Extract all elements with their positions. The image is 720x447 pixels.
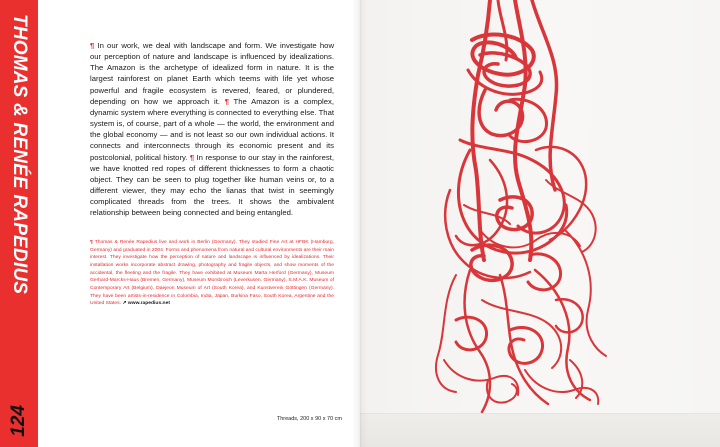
rope-knot bbox=[479, 90, 522, 136]
rope-strand bbox=[536, 147, 586, 240]
red-rope-sculpture-photo bbox=[360, 0, 720, 447]
rope-knot bbox=[509, 327, 543, 363]
rope-knot bbox=[528, 254, 561, 290]
artist-bio bbox=[90, 239, 334, 308]
rope-strand bbox=[436, 275, 456, 392]
article-paragraph-3: In response to our stay in the rainforest, we have knotted red ropes of different thicknesses to form a chaotic object. They can be seen to plug together like human veins or, to a different viewer, they may echo the lianas that twist in seemingly complicated threads from the trees. It shows the ambivalent relationship between being connected and being entangled. bbox=[90, 152, 334, 218]
page-number: 124 bbox=[8, 405, 29, 437]
red-title-band bbox=[0, 0, 38, 447]
rope-strand bbox=[444, 360, 518, 395]
pilcrow-icon: ¶ bbox=[90, 240, 93, 245]
image-caption: Threads, 200 x 90 x 70 cm bbox=[276, 416, 342, 422]
rope-knot bbox=[471, 245, 512, 280]
article-body bbox=[90, 40, 334, 219]
book-gutter-shadow bbox=[352, 0, 368, 447]
artist-bio-text: Thomas & Renée Rapedius live and work in Berlin (Germany). They studied Fine Art at HFBK (Hamburg, Germany) and graduated in 2004. Forms and phenomena from natural and cultural environments are their main interest. They investigate how the perception of nature and landscape is influenced by idealizations. Their installation works incorporate abstract drawing, photography and fragile objects, and show moments of the accidental, the fleeting and the fragile. They have exhibited at Museum Marta Herford (Germany), Museum Gerhard-Marcks-Haus (Bremen, Germany), Museum Morsbroich (Leverkusen, Germany), S.M.A.K. Museum of Contemporary Art (Belgium), Daejeon Museum of Art (South Korea), and Kunstverein Göttingen (Germany). They have been artists-in-residence in Colombia, India, Japan, Burkina Faso, South Korea, Argentine and the United States. bbox=[90, 240, 334, 307]
artist-title: THOMAS & RENÉE RAPEDIUS bbox=[9, 14, 30, 295]
pilcrow-icon: ¶ bbox=[90, 41, 95, 50]
rope-strand bbox=[570, 360, 582, 398]
rope-strand bbox=[487, 380, 517, 403]
pilcrow-icon: ¶ bbox=[224, 96, 229, 106]
rope-strand bbox=[482, 300, 561, 368]
pilcrow-icon: ¶ bbox=[189, 152, 195, 162]
rope-strand bbox=[498, 0, 507, 60]
article-paragraph-2: The Amazon is a complex, dynamic system where everything is connected to everything else. That system is, of course, part of a whole — the world, the environment and the global economy — and is not least so our own individual actions. It connects and interconnects through its economic present and its postcolonial, political history. bbox=[90, 96, 334, 162]
article-paragraph-1: In our work, we deal with landscape and form. We investigate how our perception of nature and landscape is influenced by idealizations. The Amazon is the archetype of idealized form in nature. It is the largest rainforest on planet Earth which teems with life yet whose powerful and fragile ecosystem is revered, feared, or plundered, depending on how we approach it. bbox=[90, 41, 334, 106]
website-link[interactable]: ↗ www.rapedius.net bbox=[122, 301, 170, 307]
